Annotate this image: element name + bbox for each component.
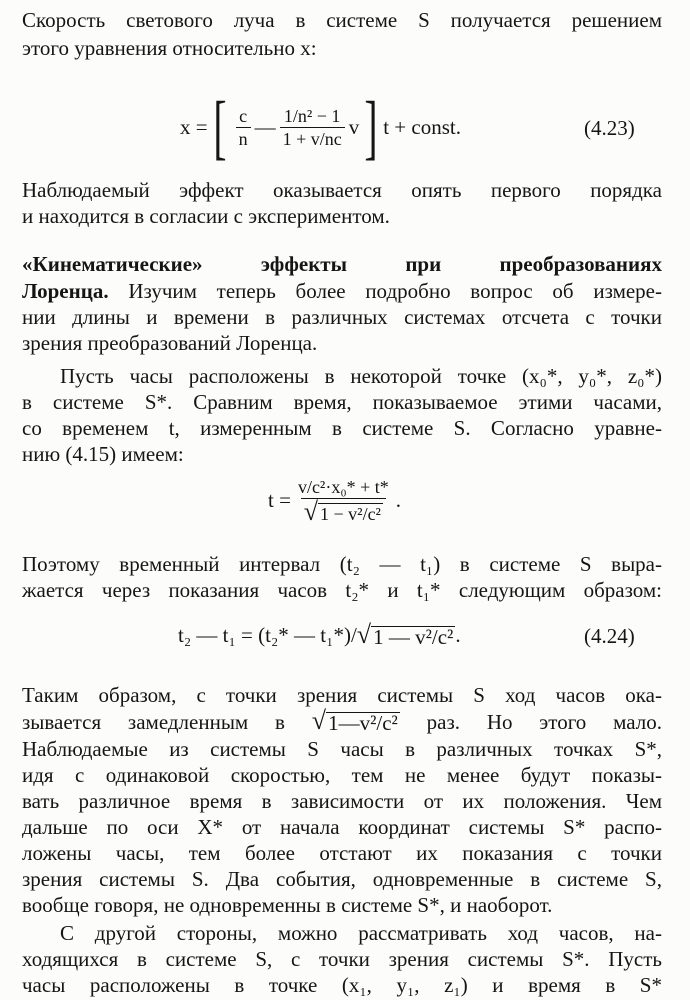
- text-line: С другой стороны, можно рассматривать ход часов, на-: [60, 921, 662, 945]
- text-run: Изучим теперь более подробно вопрос об измере-: [108, 279, 662, 303]
- eq-lhs: t₂ — t₁ = (t₂* — t₁*)/: [178, 622, 357, 647]
- text-line: ложены часы, тем более отстают их показания с точки: [22, 841, 662, 865]
- text-line: Поэтому временный интервал (t₂ — t₁) в системе S выра-: [22, 552, 662, 576]
- text-line: часы расположены в точке (x₁, y₁, z₁) и время в S*: [22, 973, 662, 997]
- section-heading: «Кинематические» эффекты при преобразованиях: [22, 252, 662, 276]
- text-line: и находится в согласии с экспериментом.: [22, 204, 390, 228]
- radicand: 1 — v²/c²: [373, 625, 454, 649]
- numerator: 1/n² − 1: [283, 105, 341, 126]
- square-root: [303, 496, 383, 526]
- numerator: v/c²·x₀* + t*: [297, 476, 389, 497]
- equation-number: (4.24): [584, 624, 635, 648]
- text-line: [22, 279, 662, 303]
- text-line: этого уравнения относительно x:: [22, 36, 317, 60]
- text-line: дальше по оси X* от начала координат системы S* распо-: [22, 815, 662, 839]
- square-root: [356, 620, 456, 649]
- radical-sign: √: [303, 496, 319, 526]
- radical-sign: √: [311, 706, 327, 735]
- heading-tail: Лоренца.: [22, 279, 109, 303]
- text-line: Наблюдаемый эффект оказывается опять первого порядка: [22, 178, 662, 202]
- left-bracket: [: [212, 87, 227, 167]
- inline-square-root: [311, 706, 400, 735]
- text-run: зывается замедленным в: [22, 710, 312, 734]
- eq-tail: t + const.: [383, 114, 461, 139]
- fraction: [280, 106, 345, 149]
- denominator: 1 + v/nc: [280, 127, 345, 149]
- text-line: Скорость светового луча в системе S получается решением: [22, 8, 662, 32]
- text-line: нию (4.15) имеем:: [22, 442, 184, 466]
- text-line: [22, 706, 662, 735]
- radicand: 1—v²/c²: [328, 711, 398, 735]
- text-line: Пусть часы расположены в некоторой точке (x₀*, y₀*, z₀*): [60, 364, 662, 388]
- eq-tail: .: [395, 487, 401, 512]
- minus-sign: —: [254, 114, 276, 139]
- velocity-symbol: v: [348, 114, 360, 139]
- denominator: n: [236, 127, 251, 149]
- equation-4-23: [180, 82, 461, 172]
- radical-sign: √: [356, 620, 372, 649]
- equation-4-24: [178, 618, 461, 652]
- text-line: Наблюдаемые из системы S часы в различных точках S*,: [22, 737, 662, 761]
- text-line: зрения преобразований Лоренца.: [22, 331, 318, 355]
- radicand: 1 − v²/c²: [320, 503, 381, 524]
- text-line: идя с одинаковой скоростью, тем не менее будут показы-: [22, 763, 662, 787]
- text-line: со временем t, измеренным в системе S. Согласно уравне-: [22, 416, 662, 440]
- text-line: жается через показания часов t₂* и t₁* следующим образом:: [22, 578, 662, 602]
- eq-lhs: x =: [180, 114, 208, 139]
- eq-tail: .: [455, 622, 461, 647]
- text-line: вать различное время в зависимости от их положения. Чем: [22, 789, 662, 813]
- numerator: c: [239, 105, 248, 126]
- text-line: ходящихся в системе S, с точки зрения системы S*. Пусть: [22, 947, 662, 971]
- right-bracket: ]: [364, 87, 378, 167]
- equation-t: [268, 470, 401, 530]
- text-line: Таким образом, с точки зрения системы S ход часов ока-: [22, 683, 662, 707]
- text-line: зрения системы S. Два события, одновременные в системе S,: [22, 867, 662, 891]
- denominator: [301, 498, 386, 524]
- text-line: вообще говоря, не одновременны в системе S*, и наоборот.: [22, 893, 553, 917]
- fraction: [236, 106, 251, 149]
- fraction: [295, 477, 392, 524]
- text-run: раз. Но этого мало.: [399, 710, 662, 734]
- equation-number: (4.23): [584, 116, 635, 140]
- eq-lhs: t =: [268, 487, 291, 512]
- text-line: в системе S*. Сравним время, показываемое этими часами,: [22, 390, 662, 414]
- text-line: нии длины и времени в различных системах отсчета с точки: [22, 305, 662, 329]
